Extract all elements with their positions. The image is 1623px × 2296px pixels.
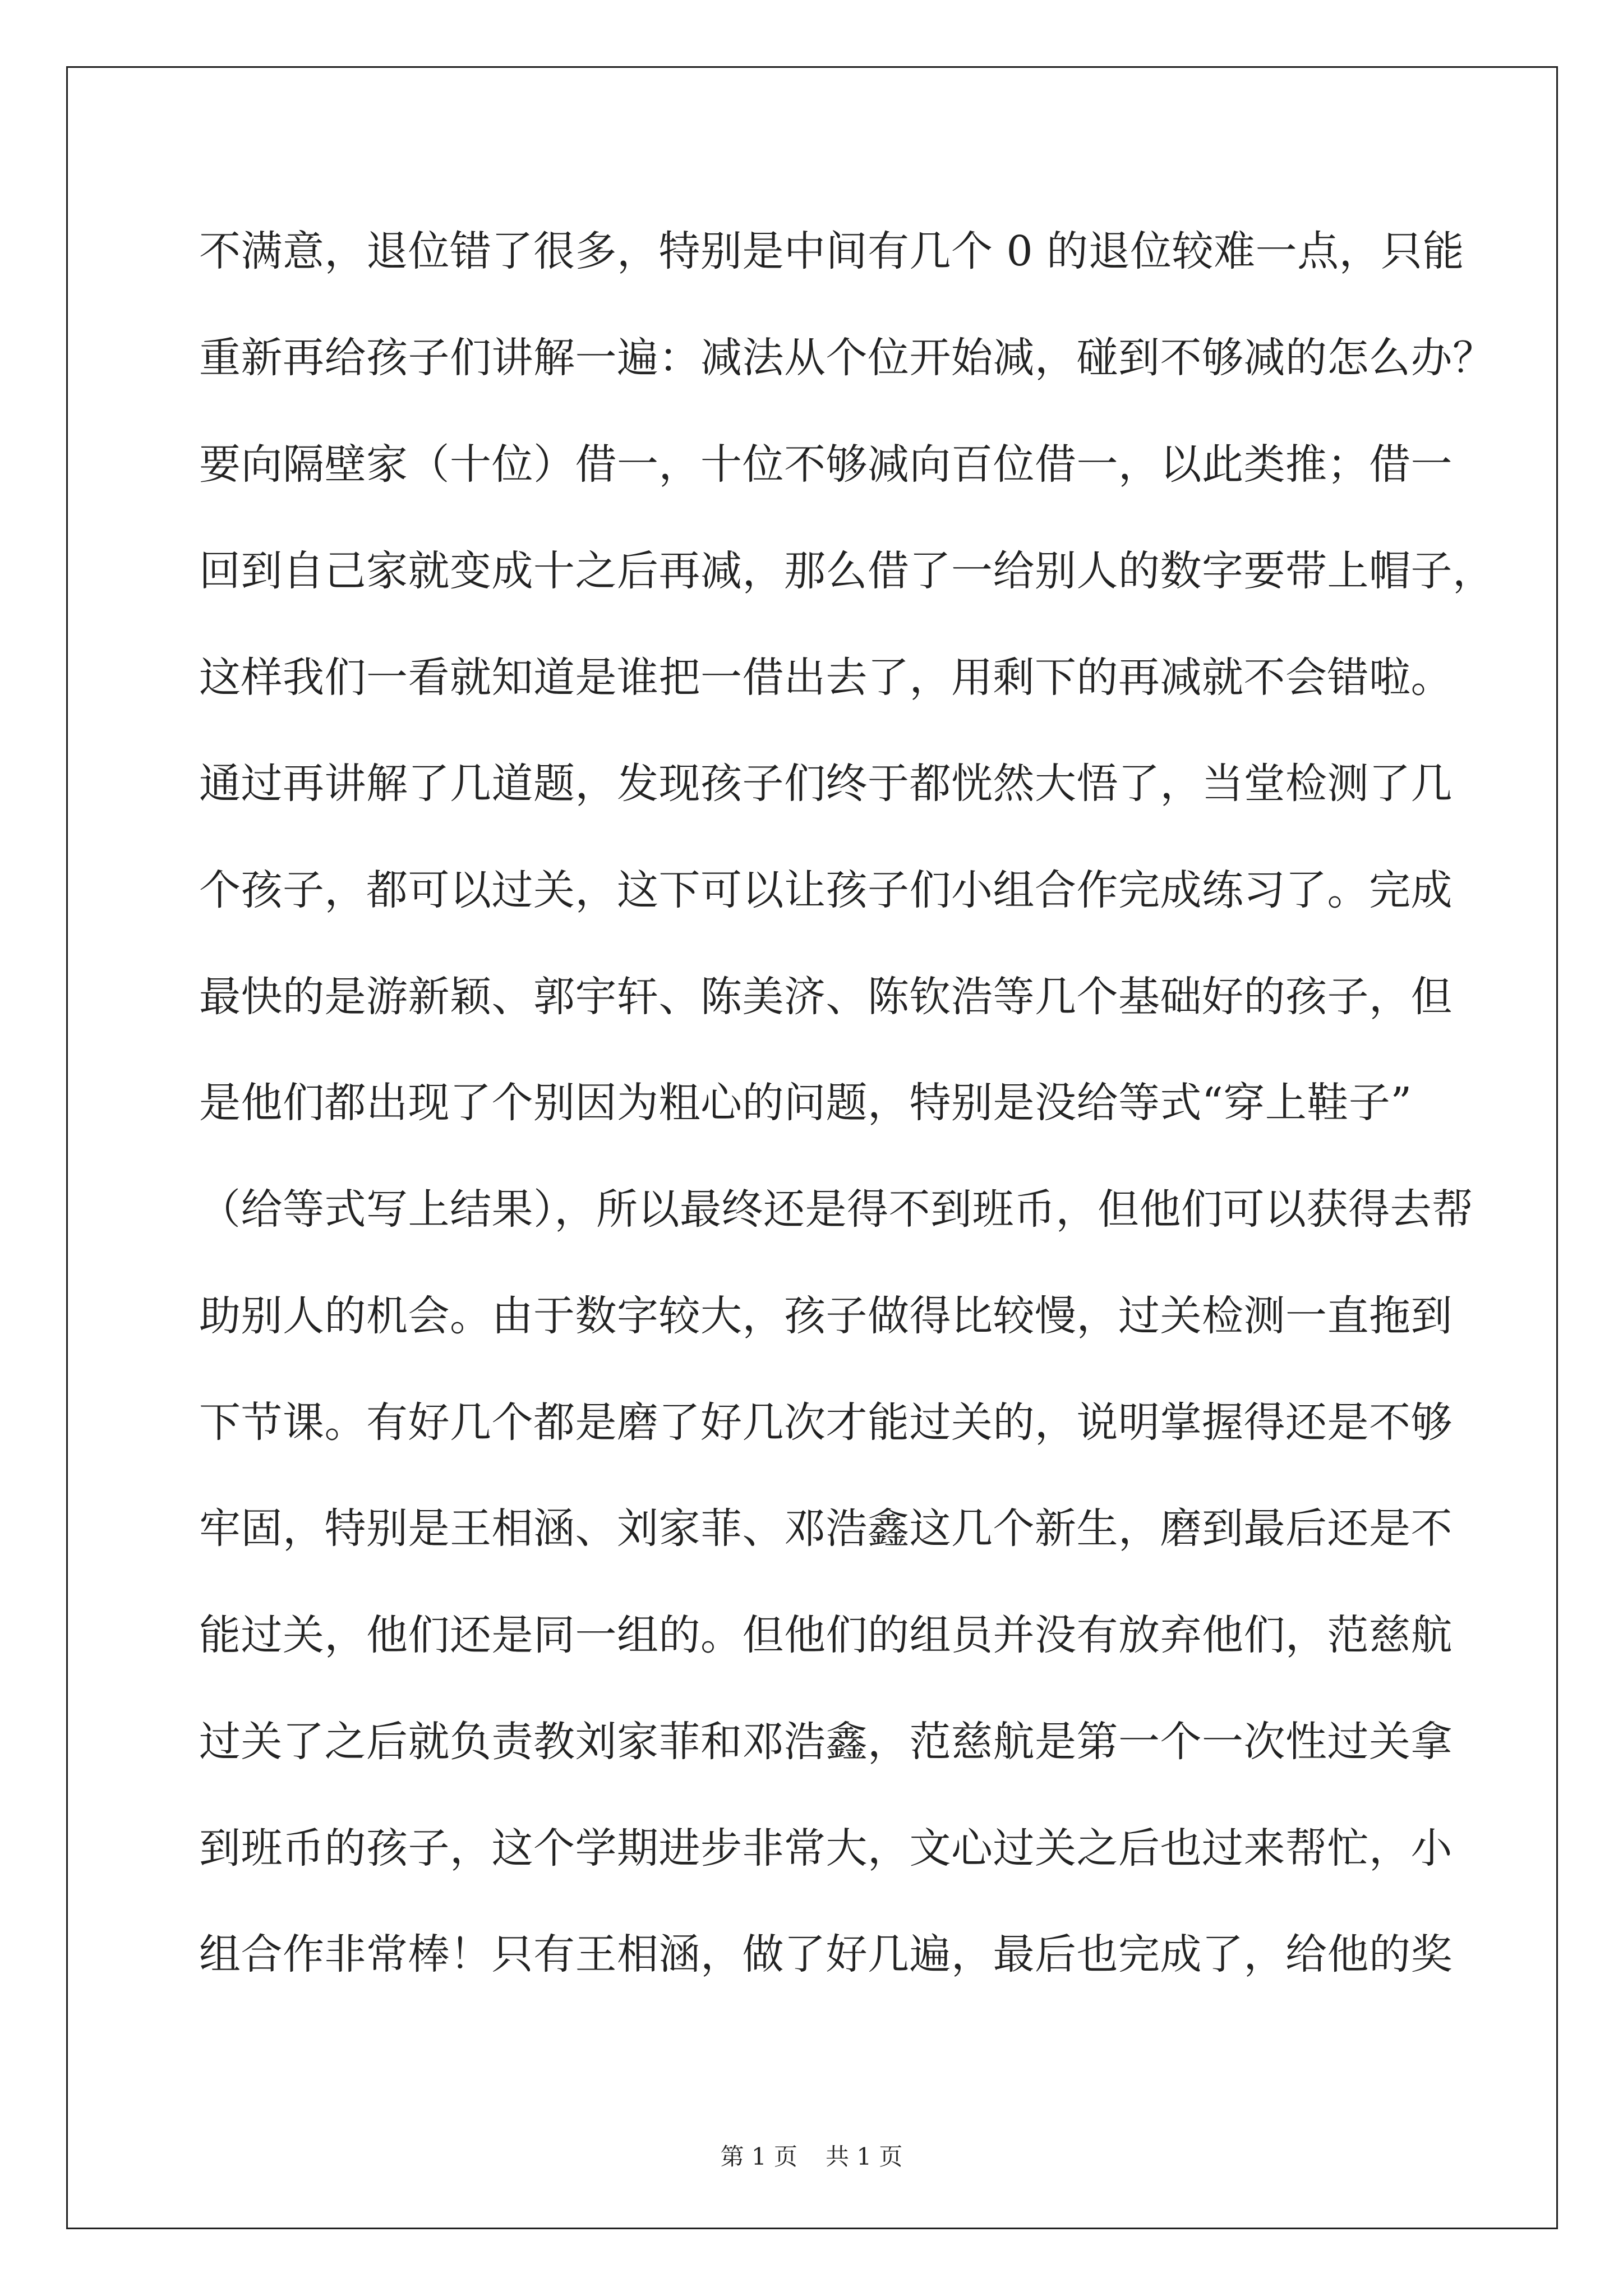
body-line: 重新再给孩子们讲解一遍：减法从个位开始减，碰到不够减的怎么办？ [199,334,1495,382]
body-line: 要向隔壁家（十位）借一，十位不够减向百位借一，以此类推；借一 [199,440,1453,489]
body-line: 下节课。有好几个都是磨了好几次才能过关的，说明掌握得还是不够 [199,1398,1453,1447]
body-line: 通过再讲解了几道题，发现孩子们终于都恍然大悟了，当堂检测了几 [199,760,1453,808]
body-line: 不满意，退位错了很多，特别是中间有几个 0 的退位较难一点，只能 [199,227,1465,275]
body-line: 能过关，他们还是同一组的。但他们的组员并没有放弃他们，范慈航 [199,1611,1453,1659]
page-number-total: 共 1 页 [826,2143,903,2170]
body-line: 组合作非常棒！只有王相涵，做了好几遍，最后也完成了，给他的奖 [199,1930,1453,1978]
body-line: 这样我们一看就知道是谁把一借出去了，用剩下的再减就不会错啦。 [199,654,1453,702]
body-line: （给等式写上结果），所以最终还是得不到班币，但他们可以获得去帮 [199,1185,1474,1234]
page-number-current: 第 1 页 [720,2143,797,2170]
body-line: 个孩子，都可以过关，这下可以让孩子们小组合作完成练习了。完成 [199,866,1453,914]
body-line: 助别人的机会。由于数字较大，孩子做得比较慢，过关检测一直拖到 [199,1292,1453,1340]
body-line: 过关了之后就负责教刘家菲和邓浩鑫，范慈航是第一个一次性过关拿 [199,1718,1453,1766]
body-line: 最快的是游新颖、郭宇轩、陈美济、陈钦浩等几个基础好的孩子，但 [199,973,1453,1021]
body-line: 是他们都出现了个别因为粗心的问题，特别是没给等式“穿上鞋子” [199,1079,1412,1127]
page-footer [0,2140,1623,2174]
body-line: 到班币的孩子，这个学期进步非常大，文心过关之后也过来帮忙，小 [199,1824,1453,1872]
body-line: 牢固，特别是王相涵、刘家菲、邓浩鑫这几个新生，磨到最后还是不 [199,1504,1453,1553]
body-line: 回到自己家就变成十之后再减，那么借了一给别人的数字要带上帽子， [199,547,1495,595]
